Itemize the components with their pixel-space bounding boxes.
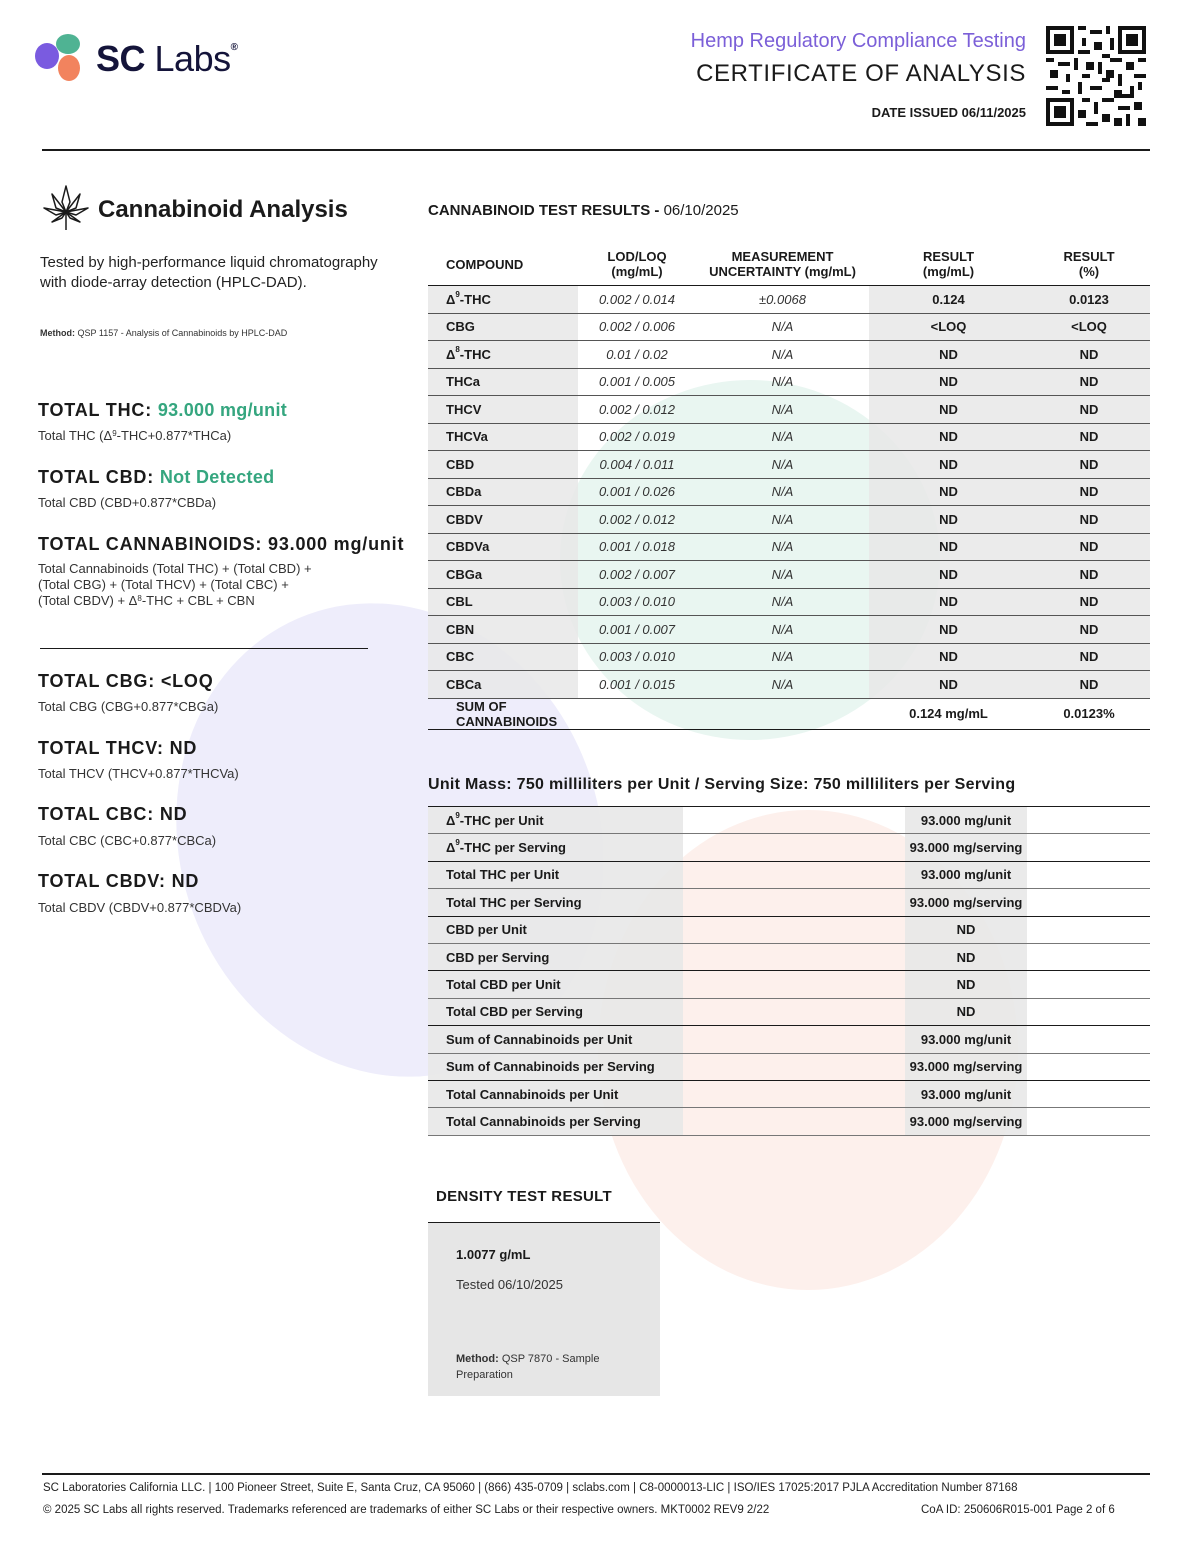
result-pct-value: 0.0123 [1028, 286, 1150, 314]
unit-mass-row [428, 1053, 1150, 1080]
results-header-row [428, 243, 1150, 286]
cannabinoid-results-table [428, 243, 1150, 730]
lod-loq-value: 0.002 / 0.019 [578, 423, 696, 451]
unit-mass-value: 93.000 mg/serving [905, 1108, 1027, 1135]
unit-mass-label: Total Cannabinoids per Unit [428, 1080, 683, 1107]
total-cbg-formula: Total CBG (CBG+0.877*CBGa) [38, 699, 219, 714]
unit-mass-spacer [683, 1053, 905, 1080]
result-row [428, 478, 1150, 506]
uncertainty-value: N/A [696, 313, 869, 341]
result-mgml-value: ND [869, 423, 1028, 451]
result-mgml-value: ND [869, 341, 1028, 369]
result-mgml-value: ND [869, 561, 1028, 589]
unit-mass-spacer [683, 834, 905, 861]
result-mgml-value: ND [869, 616, 1028, 644]
col-uncertainty: MEASUREMENT UNCERTAINTY (mg/mL) [696, 243, 869, 286]
result-row [428, 423, 1150, 451]
lod-loq-value: 0.001 / 0.005 [578, 368, 696, 396]
compound-name: CBGa [428, 561, 578, 589]
uncertainty-value: N/A [696, 506, 869, 534]
col-lod-loq: LOD/LOQ (mg/mL) [578, 243, 696, 286]
compound-name: CBDV [428, 506, 578, 534]
col-result-mgml: RESULT (mg/mL) [869, 243, 1028, 286]
unit-mass-spacer [1027, 1026, 1150, 1053]
result-pct-value: ND [1028, 368, 1150, 396]
unit-mass-table [428, 806, 1150, 1136]
result-pct-value: <LOQ [1028, 313, 1150, 341]
unit-mass-label: Sum of Cannabinoids per Serving [428, 1053, 683, 1080]
header-subtitle: Hemp Regulatory Compliance Testing [690, 30, 1026, 52]
date-issued: DATE ISSUED 06/11/2025 [871, 105, 1026, 120]
result-row [428, 286, 1150, 314]
result-pct-value: ND [1028, 478, 1150, 506]
unit-mass-spacer [1027, 1108, 1150, 1135]
compound-name: $\Delta^8$-THC [428, 341, 578, 369]
unit-mass-value: ND [905, 943, 1027, 970]
logo-wordmark: SC Labs® [96, 38, 238, 79]
lod-loq-value: 0.002 / 0.012 [578, 396, 696, 424]
result-row [428, 671, 1150, 699]
header-divider [42, 149, 1150, 151]
unit-mass-spacer [683, 861, 905, 888]
qr-code-icon[interactable] [1046, 26, 1146, 126]
analysis-description: Tested by high-performance liquid chromatography with diode-array detection (HPLC-DAD). [40, 254, 378, 291]
unit-mass-spacer [1027, 971, 1150, 998]
lod-loq-value: 0.002 / 0.012 [578, 506, 696, 534]
total-cbdv-formula: Total CBDV (CBDV+0.877*CBDVa) [38, 900, 242, 915]
uncertainty-value: N/A [696, 423, 869, 451]
result-mgml-value: ND [869, 588, 1028, 616]
compound-name: CBN [428, 616, 578, 644]
compound-name: THCa [428, 368, 578, 396]
unit-mass-value: ND [905, 971, 1027, 998]
unit-mass-row [428, 1108, 1150, 1135]
total-cbd-heading: TOTAL CBD: Not Detected [38, 467, 275, 487]
unit-mass-row [428, 1080, 1150, 1107]
total-thc-heading: TOTAL THC: 93.000 mg/unit [38, 400, 288, 420]
result-mgml-value: ND [869, 368, 1028, 396]
sum-result-pct: 0.0123% [1028, 698, 1150, 729]
result-pct-value: ND [1028, 643, 1150, 671]
result-row [428, 643, 1150, 671]
unit-mass-spacer [1027, 834, 1150, 861]
result-pct-value: ND [1028, 616, 1150, 644]
density-method: Method: QSP 7870 - Sample Preparation [456, 1353, 600, 1381]
unit-mass-label: CBD per Serving [428, 943, 683, 970]
unit-mass-spacer [683, 943, 905, 970]
result-mgml-value: ND [869, 533, 1028, 561]
sum-row [428, 698, 1150, 729]
total-thcv-formula: Total THCV (THCV+0.877*THCVa) [38, 766, 239, 781]
unit-mass-spacer [683, 916, 905, 943]
unit-mass-row [428, 807, 1150, 834]
uncertainty-value: N/A [696, 561, 869, 589]
footer-coa-id: CoA ID: 250606R015-001 Page 2 of 6 [921, 1504, 1115, 1516]
unit-mass-spacer [683, 998, 905, 1025]
unit-mass-label: Total CBD per Serving [428, 998, 683, 1025]
unit-mass-row [428, 943, 1150, 970]
result-pct-value: ND [1028, 588, 1150, 616]
unit-mass-row [428, 889, 1150, 916]
unit-mass-label: Total THC per Unit [428, 861, 683, 888]
result-pct-value: ND [1028, 533, 1150, 561]
lod-loq-value: 0.001 / 0.015 [578, 671, 696, 699]
unit-mass-title: Unit Mass: 750 milliliters per Unit / Serving Size: 750 milliliters per Serving [428, 776, 1016, 793]
uncertainty-value: ±0.0068 [696, 286, 869, 314]
density-value: 1.0077 g/mL [456, 1247, 531, 1262]
unit-mass-value: ND [905, 916, 1027, 943]
sum-label: SUM OF CANNABINOIDS [428, 698, 578, 729]
lod-loq-value: 0.01 / 0.02 [578, 341, 696, 369]
total-thcv-heading: TOTAL THCV: ND [38, 738, 198, 758]
unit-mass-label: CBD per Unit [428, 916, 683, 943]
lod-loq-value: 0.001 / 0.026 [578, 478, 696, 506]
density-box [428, 1222, 660, 1396]
unit-mass-value: 93.000 mg/serving [905, 834, 1027, 861]
compound-name: $\Delta^9$-THC [428, 286, 578, 314]
unit-mass-value: 93.000 mg/unit [905, 1026, 1027, 1053]
result-mgml-value: ND [869, 643, 1028, 671]
result-mgml-value: 0.124 [869, 286, 1028, 314]
compound-name: CBG [428, 313, 578, 341]
compound-name: CBDVa [428, 533, 578, 561]
unit-mass-spacer [1027, 1080, 1150, 1107]
result-row [428, 506, 1150, 534]
result-mgml-value: ND [869, 478, 1028, 506]
lod-loq-value: 0.002 / 0.006 [578, 313, 696, 341]
unit-mass-label: $\Delta^9$-THC per Unit [428, 807, 683, 834]
compound-name: CBDa [428, 478, 578, 506]
unit-mass-row [428, 998, 1150, 1025]
result-mgml-value: <LOQ [869, 313, 1028, 341]
result-row [428, 588, 1150, 616]
lod-loq-value: 0.001 / 0.018 [578, 533, 696, 561]
uncertainty-value: N/A [696, 451, 869, 479]
result-row [428, 533, 1150, 561]
unit-mass-row [428, 971, 1150, 998]
cannabis-leaf-icon [40, 182, 92, 234]
unit-mass-value: 93.000 mg/serving [905, 1053, 1027, 1080]
unit-mass-row [428, 861, 1150, 888]
col-compound: COMPOUND [428, 243, 578, 286]
compound-name: CBCa [428, 671, 578, 699]
unit-mass-spacer [683, 1108, 905, 1135]
total-cbc-heading: TOTAL CBC: ND [38, 804, 188, 824]
uncertainty-value: N/A [696, 533, 869, 561]
unit-mass-spacer [1027, 1053, 1150, 1080]
result-row [428, 368, 1150, 396]
unit-mass-value: 93.000 mg/serving [905, 889, 1027, 916]
unit-mass-label: Total CBD per Unit [428, 971, 683, 998]
lod-loq-value: 0.002 / 0.014 [578, 286, 696, 314]
footer-address: SC Laboratories California LLC. | 100 Pioneer Street, Suite E, Santa Cruz, CA 95060 | (866) 435-0709 | sclabs.com | C8-0000013-LIC | ISO/IES 17025:2017 PJLA Accreditation Number 87168 [43, 1482, 1018, 1494]
result-mgml-value: ND [869, 396, 1028, 424]
uncertainty-value: N/A [696, 643, 869, 671]
unit-mass-value: 93.000 mg/unit [905, 861, 1027, 888]
unit-mass-spacer [683, 1080, 905, 1107]
compound-name: CBL [428, 588, 578, 616]
result-row [428, 341, 1150, 369]
result-pct-value: ND [1028, 341, 1150, 369]
unit-mass-spacer [683, 1026, 905, 1053]
total-cbc-formula: Total CBC (CBC+0.877*CBCa) [38, 833, 217, 848]
uncertainty-value: N/A [696, 588, 869, 616]
total-cannabinoids-heading: TOTAL CANNABINOIDS: 93.000 mg/unit [38, 534, 405, 554]
unit-mass-label: Total THC per Serving [428, 889, 683, 916]
result-pct-value: ND [1028, 506, 1150, 534]
unit-mass-spacer [683, 889, 905, 916]
analysis-method: Method: QSP 1157 - Analysis of Cannabinoids by HPLC-DAD [40, 328, 288, 338]
unit-mass-spacer [1027, 807, 1150, 834]
header-title: CERTIFICATE OF ANALYSIS [696, 60, 1026, 87]
unit-mass-spacer [1027, 889, 1150, 916]
result-pct-value: ND [1028, 451, 1150, 479]
compound-name: THCVa [428, 423, 578, 451]
unit-mass-value: ND [905, 998, 1027, 1025]
unit-mass-label: Total Cannabinoids per Serving [428, 1108, 683, 1135]
unit-mass-value: 93.000 mg/unit [905, 1080, 1027, 1107]
unit-mass-spacer [683, 971, 905, 998]
uncertainty-value: N/A [696, 368, 869, 396]
unit-mass-spacer [683, 807, 905, 834]
lod-loq-value: 0.001 / 0.007 [578, 616, 696, 644]
unit-mass-label: $\Delta^9$-THC per Serving [428, 834, 683, 861]
left-divider [40, 648, 368, 649]
footer-divider [42, 1473, 1150, 1475]
result-row [428, 451, 1150, 479]
uncertainty-value: N/A [696, 396, 869, 424]
unit-mass-row [428, 1026, 1150, 1053]
result-mgml-value: ND [869, 671, 1028, 699]
total-cbg-heading: TOTAL CBG: <LOQ [38, 671, 214, 691]
uncertainty-value: N/A [696, 341, 869, 369]
logo-mark-icon [34, 32, 90, 88]
lod-loq-value: 0.003 / 0.010 [578, 643, 696, 671]
result-pct-value: ND [1028, 561, 1150, 589]
results-title: CANNABINOID TEST RESULTS - 06/10/2025 [428, 202, 739, 219]
result-pct-value: ND [1028, 671, 1150, 699]
uncertainty-value: N/A [696, 478, 869, 506]
density-tested-date: Tested 06/10/2025 [456, 1277, 563, 1292]
unit-mass-spacer [1027, 943, 1150, 970]
result-row [428, 396, 1150, 424]
total-cbd-formula: Total CBD (CBD+0.877*CBDa) [38, 495, 217, 510]
lod-loq-value: 0.002 / 0.007 [578, 561, 696, 589]
col-result-pct: RESULT (%) [1028, 243, 1150, 286]
lod-loq-value: 0.003 / 0.010 [578, 588, 696, 616]
unit-mass-row [428, 834, 1150, 861]
unit-mass-label: Sum of Cannabinoids per Unit [428, 1026, 683, 1053]
unit-mass-spacer [1027, 916, 1150, 943]
unit-mass-row [428, 916, 1150, 943]
result-mgml-value: ND [869, 451, 1028, 479]
analysis-title: Cannabinoid Analysis [98, 196, 348, 223]
compound-name: CBD [428, 451, 578, 479]
unit-mass-spacer [1027, 998, 1150, 1025]
result-row [428, 561, 1150, 589]
unit-mass-value: 93.000 mg/unit [905, 807, 1027, 834]
lod-loq-value: 0.004 / 0.011 [578, 451, 696, 479]
density-title: DENSITY TEST RESULT [436, 1188, 612, 1205]
result-row [428, 616, 1150, 644]
result-mgml-value: ND [869, 506, 1028, 534]
total-cannabinoids-formula: Total Cannabinoids (Total THC) + (Total CBD) + (Total CBG) + (Total THCV) + (Total CBC) + (Total CBDV) + $\Delta^8$-THC + CBL + CBN [38, 561, 312, 608]
total-cbdv-heading: TOTAL CBDV: ND [38, 871, 200, 891]
total-thc-formula: Total THC $(\Delta^9-THC+0.877*THCa)$ [38, 428, 232, 443]
sum-result-mgml: 0.124 mg/mL [869, 698, 1028, 729]
unit-mass-spacer [1027, 861, 1150, 888]
result-pct-value: ND [1028, 396, 1150, 424]
uncertainty-value: N/A [696, 671, 869, 699]
uncertainty-value: N/A [696, 616, 869, 644]
sc-labs-logo [34, 32, 264, 88]
footer-copyright: © 2025 SC Labs all rights reserved. Trademarks referenced are trademarks of either SC Labs or their respective owners. MKT0002 REV9 2/22 [43, 1504, 770, 1516]
compound-name: THCV [428, 396, 578, 424]
result-pct-value: ND [1028, 423, 1150, 451]
compound-name: CBC [428, 643, 578, 671]
result-row [428, 313, 1150, 341]
